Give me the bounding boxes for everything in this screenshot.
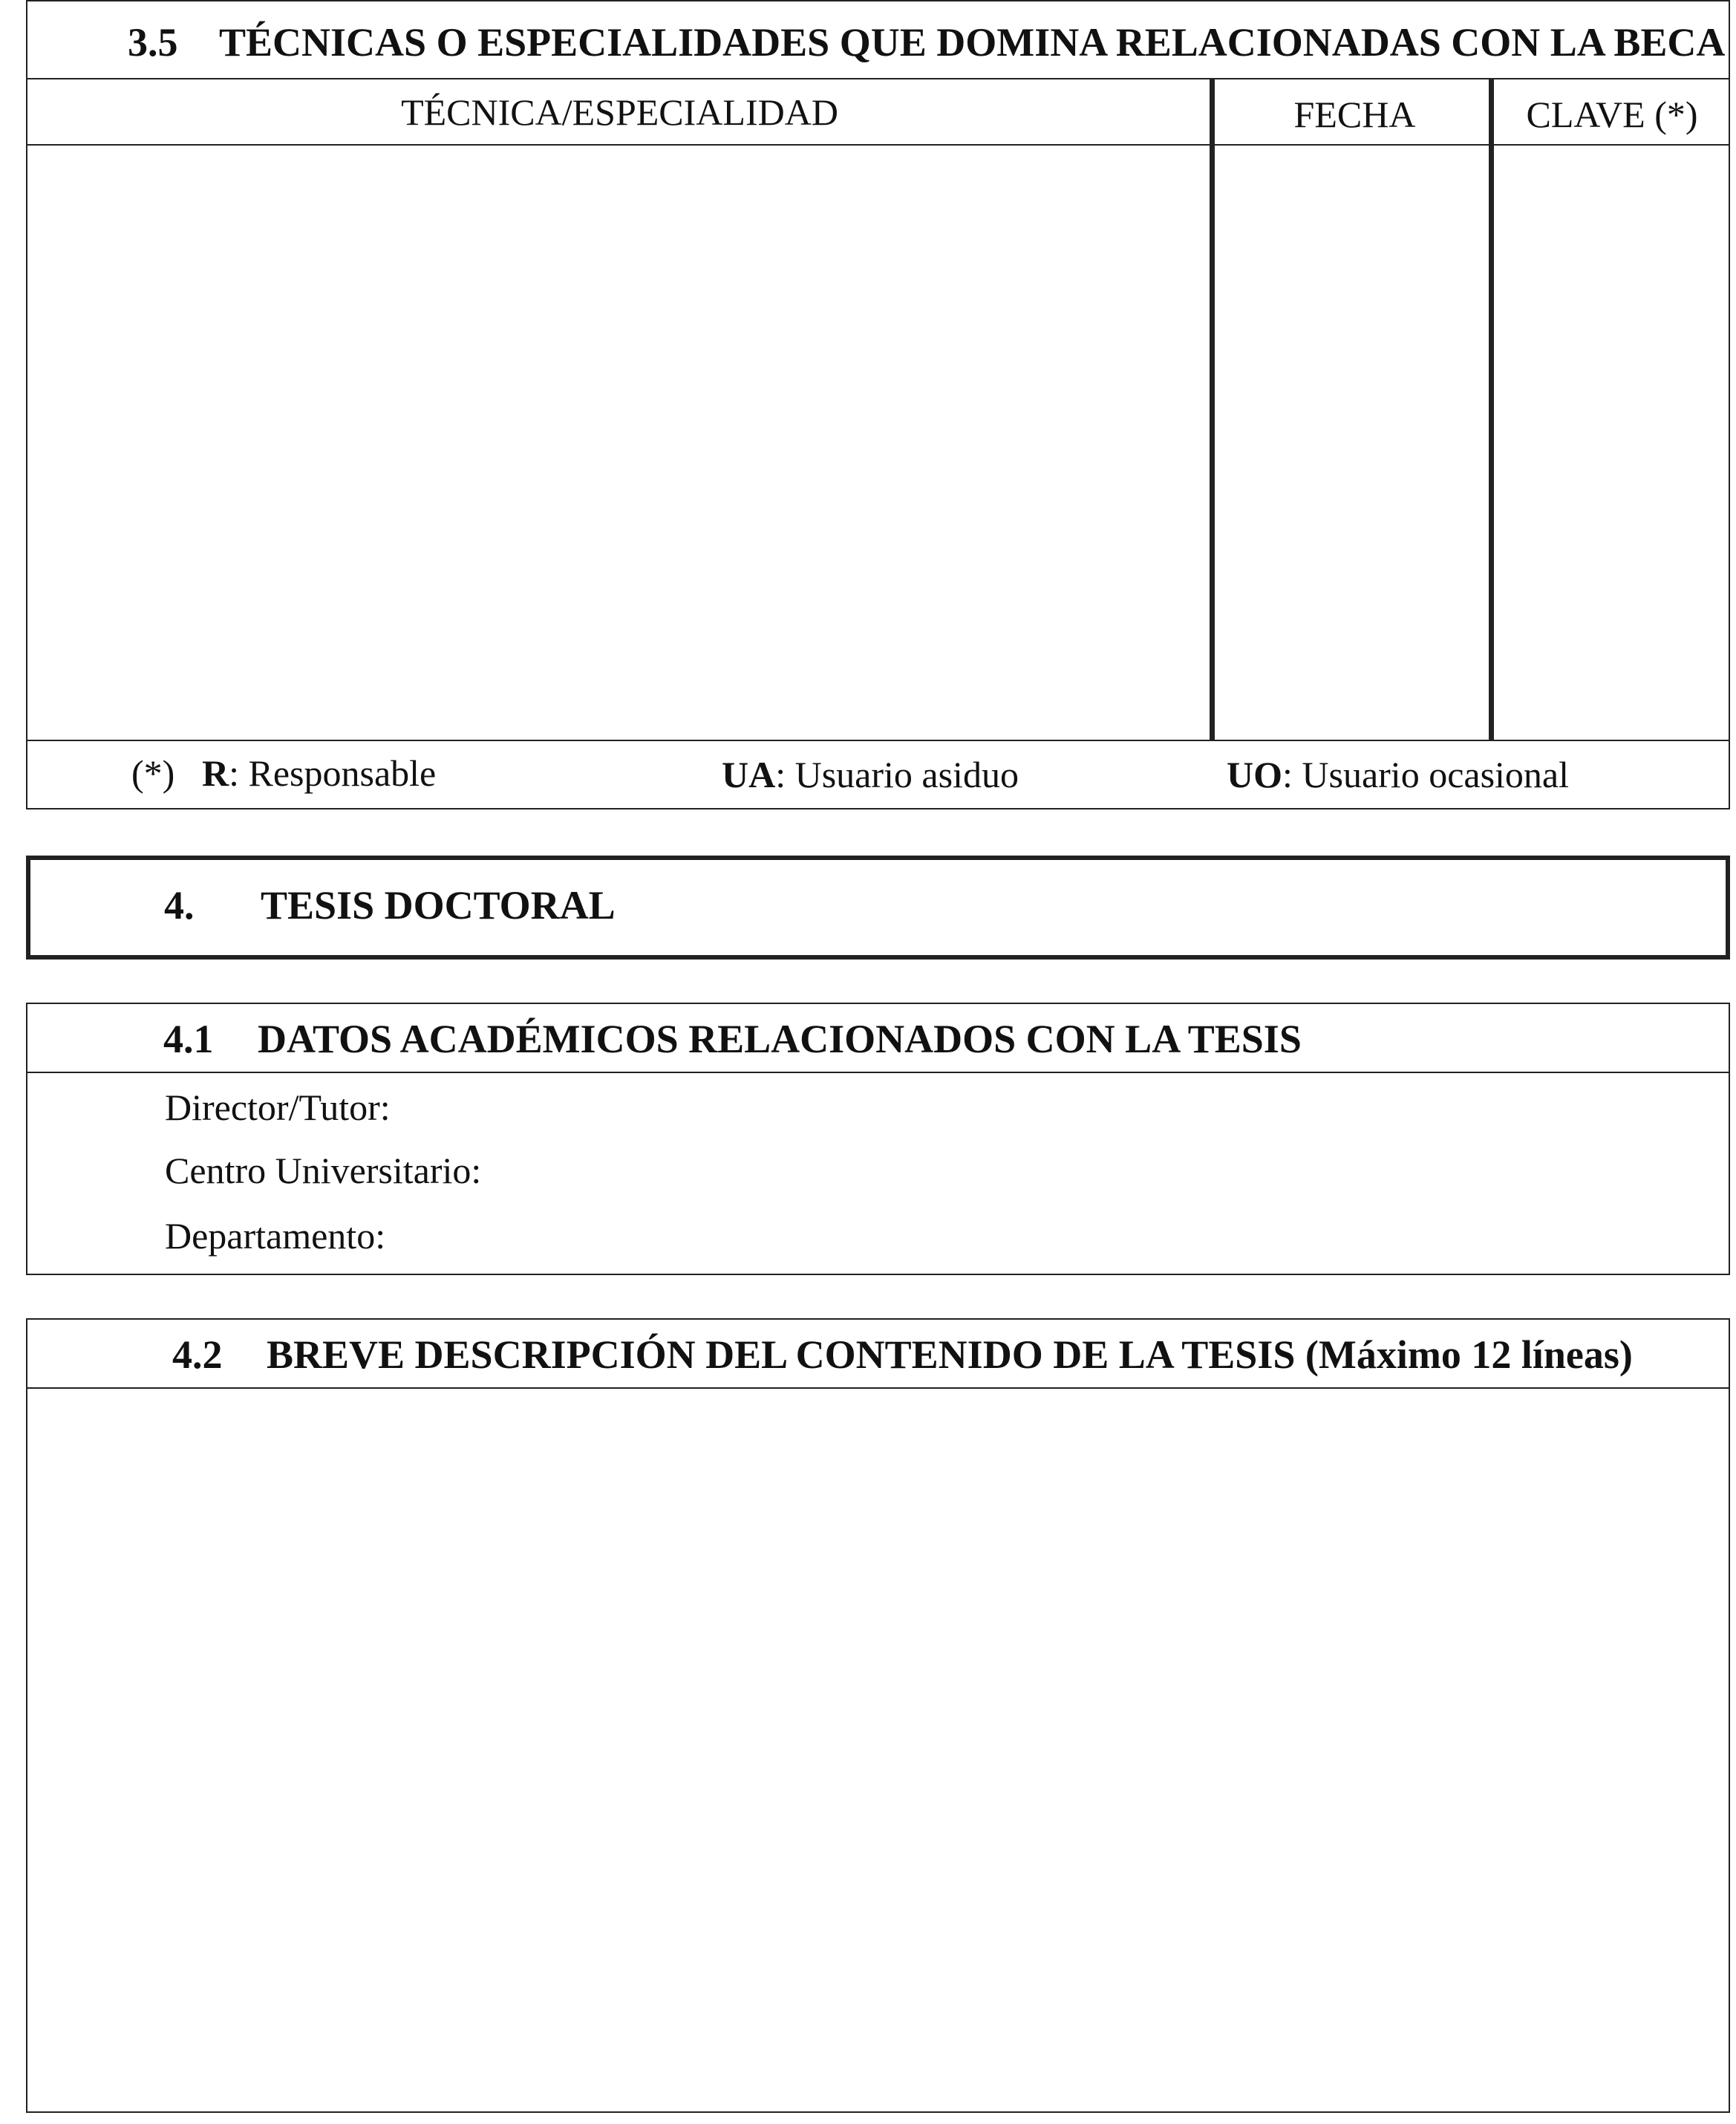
tecnica-input-area[interactable] bbox=[27, 146, 1210, 740]
column-separator-1 bbox=[1210, 79, 1215, 740]
section-4-title: TESIS DOCTORAL bbox=[261, 883, 616, 928]
section-3-5-header bbox=[27, 1, 1729, 79]
section-4-1-title: DATOS ACADÉMICOS RELACIONADOS CON LA TESIS bbox=[258, 1017, 1302, 1061]
section-3-5-box bbox=[26, 0, 1730, 809]
departamento-field[interactable] bbox=[562, 1207, 1676, 1266]
section-3-5-title: TÉCNICAS O ESPECIALIDADES QUE DOMINA RELACIONADAS CON LA BECA bbox=[219, 20, 1726, 65]
section-4-1-box bbox=[26, 1003, 1730, 1275]
centro-universitario-field[interactable] bbox=[562, 1141, 1676, 1201]
centro-universitario-label: Centro Universitario: bbox=[165, 1150, 482, 1191]
section-4-box bbox=[26, 856, 1730, 960]
footnote-item-r: R: Responsable bbox=[202, 752, 437, 794]
director-tutor-label: Director/Tutor: bbox=[165, 1087, 391, 1128]
column-header-clave: CLAVE (*) bbox=[1526, 94, 1698, 135]
column-separator-2 bbox=[1489, 79, 1494, 740]
section-4-1-header bbox=[27, 1004, 1729, 1073]
thesis-description-input-area[interactable] bbox=[27, 1390, 1729, 2111]
footnote-item-uo: UO: Usuario ocasional bbox=[1227, 754, 1570, 795]
section-4-2-header bbox=[27, 1320, 1729, 1389]
fecha-input-area[interactable] bbox=[1215, 146, 1489, 740]
section-4-2-title: BREVE DESCRIPCIÓN DEL CONTENIDO DE LA TESIS (Máximo 12 líneas) bbox=[267, 1332, 1633, 1377]
section-3-5-number: 3.5 bbox=[128, 20, 178, 65]
footnote-item-ua: UA: Usuario asiduo bbox=[722, 754, 1019, 795]
column-header-fecha: FECHA bbox=[1293, 94, 1416, 135]
departamento-label: Departamento: bbox=[165, 1215, 386, 1257]
footnote-divider bbox=[27, 740, 1729, 741]
clave-input-area[interactable] bbox=[1494, 146, 1730, 740]
footnote-marker: (*) bbox=[131, 752, 175, 794]
section-4-1-number: 4.1 bbox=[163, 1017, 214, 1061]
section-4-number: 4. bbox=[164, 883, 195, 928]
section-4-2-box bbox=[26, 1318, 1730, 2113]
director-tutor-field[interactable] bbox=[562, 1078, 1676, 1138]
section-4-2-number: 4.2 bbox=[172, 1332, 223, 1377]
column-header-tecnica: TÉCNICA/ESPECIALIDAD bbox=[401, 91, 838, 133]
